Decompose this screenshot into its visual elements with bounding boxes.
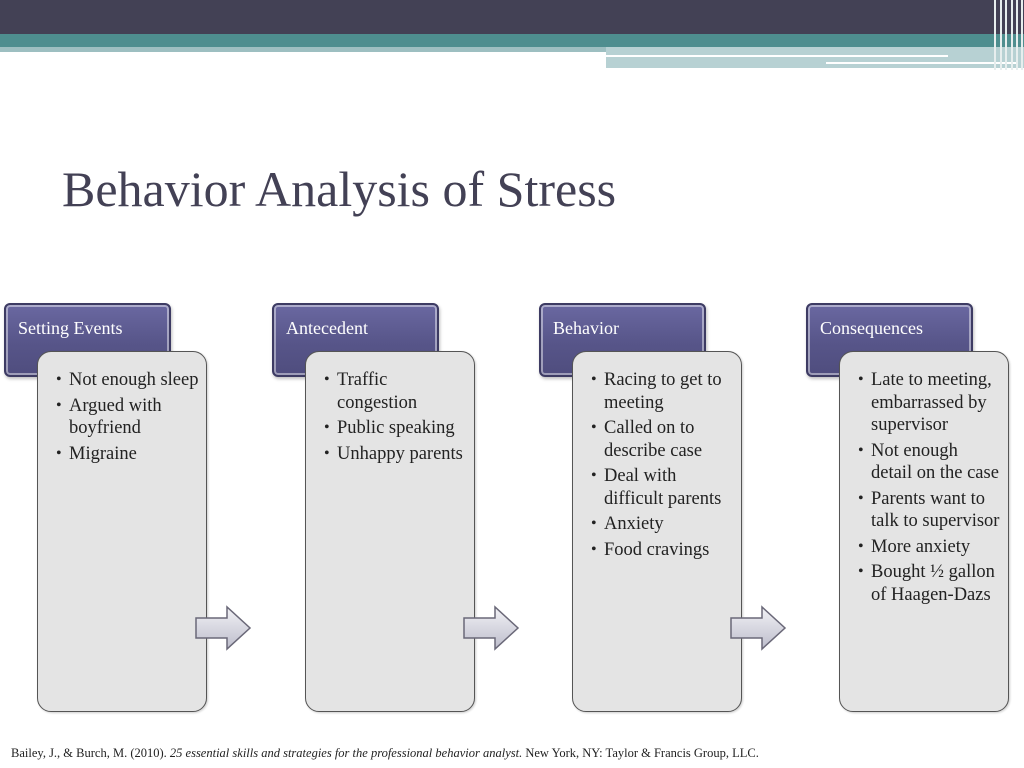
list-item: • Not enough detail on the case [858,440,1002,485]
step-items [591,369,735,561]
band-stripes [992,0,1024,70]
process-diagram [0,300,1024,720]
list-item: • Anxiety [591,513,735,536]
step-setting-events [4,300,244,720]
band-teal [0,34,1024,47]
list-item: • Argued with boyfriend [56,395,200,440]
band-right [606,47,1024,68]
band-dark [0,0,1024,34]
right-arrow-icon [462,605,520,651]
step-items [858,369,1002,606]
citation-authors: Bailey, J., & Burch, M. (2010). [11,746,170,760]
top-decorative-band [0,0,1024,70]
list-item: • Called on to describe case [591,417,735,462]
list-item: • Traffic congestion [324,369,468,414]
step-detail-box [305,351,475,712]
band-line [606,55,948,57]
list-item: • Food cravings [591,539,735,562]
list-item: • More anxiety [858,536,1002,559]
band-line [826,62,1016,64]
right-arrow-icon [194,605,252,651]
band-light [0,47,606,52]
list-item: • Public speaking [324,417,468,440]
list-item: • Racing to get to meeting [591,369,735,414]
citation-book-title: 25 essential skills and strategies for the professional behavior analyst. [169,746,523,760]
citation [11,746,759,761]
step-consequences [806,300,1024,720]
list-item: • Not enough sleep [56,369,200,392]
step-detail-box [37,351,207,712]
step-header: Setting Events [4,303,171,377]
step-behavior [539,300,779,720]
step-items [56,369,200,465]
list-item: • Unhappy parents [324,443,468,466]
list-item: • Bought ½ gallon of Haagen-Dazs [858,561,1002,606]
step-antecedent [272,300,512,720]
step-items [324,369,468,465]
step-header: Antecedent [272,303,439,377]
step-header: Consequences [806,303,973,377]
list-item: • Late to meeting, embarrassed by supervisor [858,369,1002,437]
step-header: Behavior [539,303,706,377]
list-item: • Deal with difficult parents [591,465,735,510]
step-detail-box [572,351,742,712]
citation-publisher: New York, NY: Taylor & Francis Group, LLC. [522,746,759,760]
step-detail-box [839,351,1009,712]
slide-title: Behavior Analysis of Stress [62,161,617,217]
list-item: • Migraine [56,443,200,466]
list-item: • Parents want to talk to supervisor [858,488,1002,533]
right-arrow-icon [729,605,787,651]
